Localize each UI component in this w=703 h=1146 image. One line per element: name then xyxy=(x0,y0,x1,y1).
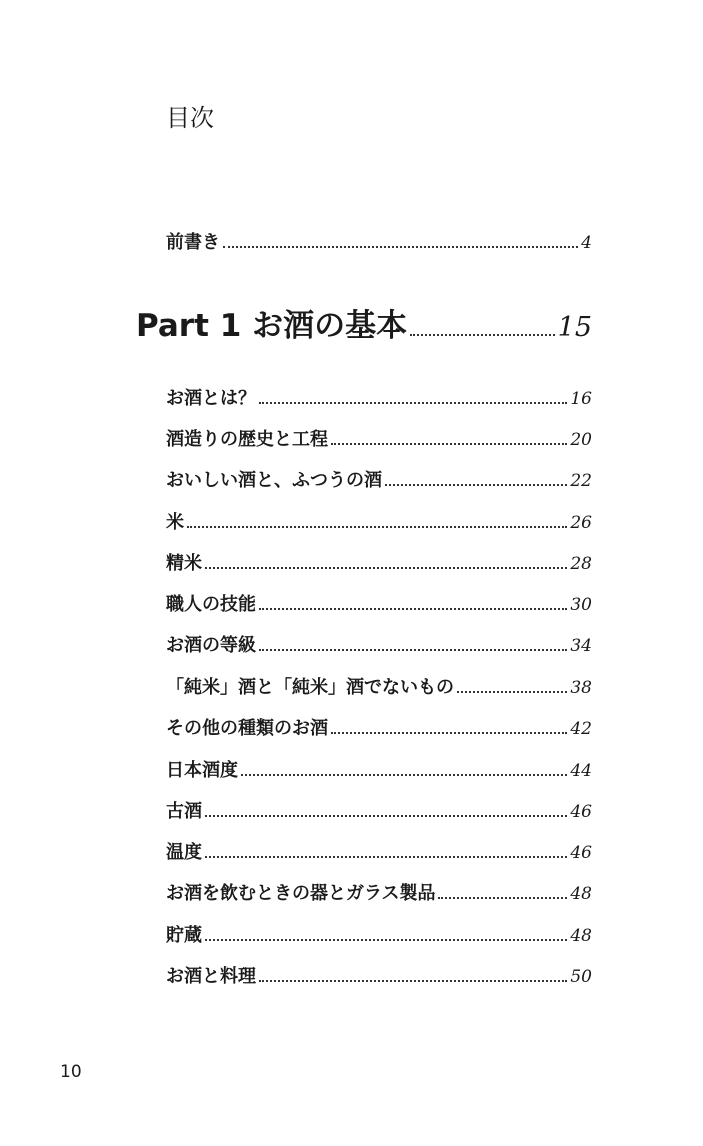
dot-leader xyxy=(331,443,567,445)
toc-entry-label: 精米 xyxy=(166,553,202,574)
dot-leader xyxy=(259,649,567,651)
toc-entry-label: 米 xyxy=(166,512,184,533)
dot-leader xyxy=(259,980,567,982)
dot-leader xyxy=(205,856,567,858)
dot-leader xyxy=(187,526,567,528)
toc-entry[interactable] xyxy=(166,962,592,992)
toc-entry-page: 30 xyxy=(570,595,592,615)
dot-leader xyxy=(205,939,567,941)
page-number: 10 xyxy=(60,1062,82,1082)
toc-entry-label: 酒造りの歴史と工程 xyxy=(166,429,328,450)
toc-entry-page: 42 xyxy=(570,719,592,739)
dot-leader xyxy=(457,691,567,693)
toc-entry[interactable] xyxy=(166,714,592,744)
toc-entry-page: 46 xyxy=(570,843,592,863)
toc-entry-label: その他の種類のお酒 xyxy=(166,718,328,739)
toc-entry[interactable] xyxy=(166,384,592,414)
toc-entry[interactable] xyxy=(166,921,592,951)
toc-entry-page: 4 xyxy=(581,233,592,253)
toc-entry[interactable] xyxy=(166,631,592,661)
toc-entry[interactable] xyxy=(166,797,592,827)
toc-heading: 目次 xyxy=(166,104,214,132)
dot-leader xyxy=(331,732,567,734)
toc-entry-page: 22 xyxy=(570,471,592,491)
toc-entry-page: 20 xyxy=(570,430,592,450)
toc-entry[interactable] xyxy=(166,879,592,909)
toc-entry-label: お酒とは？ xyxy=(166,388,256,409)
toc-part-heading[interactable] xyxy=(136,300,592,345)
toc-entry-page: 34 xyxy=(570,636,592,656)
toc-entry-label: お酒と料理 xyxy=(166,966,256,987)
toc-entry[interactable] xyxy=(166,466,592,496)
toc-entry-label: 古酒 xyxy=(166,801,202,822)
toc-entry[interactable] xyxy=(166,590,592,620)
dot-leader xyxy=(259,402,567,404)
toc-part-page: 15 xyxy=(557,312,592,343)
dot-leader xyxy=(438,897,567,899)
toc-entry-label: 温度 xyxy=(166,842,202,863)
toc-entry-label: お酒の等級 xyxy=(166,635,256,656)
toc-entry-label: 職人の技能 xyxy=(166,594,256,615)
toc-entry-page: 48 xyxy=(570,884,592,904)
toc-entry-label: 「純米」酒と「純米」酒でないもの xyxy=(166,677,454,698)
toc-entry-preface[interactable] xyxy=(166,228,592,254)
toc-entry-label: 前書き xyxy=(166,232,220,253)
toc-entry-page: 50 xyxy=(570,967,592,987)
toc-entry-label: お酒を飲むときの器とガラス製品 xyxy=(166,883,436,904)
toc-entry[interactable] xyxy=(166,756,592,786)
dot-leader xyxy=(259,608,567,610)
toc-entry[interactable] xyxy=(166,549,592,579)
toc-entry[interactable] xyxy=(166,508,592,538)
toc-entry[interactable] xyxy=(166,425,592,455)
toc-entry-label: 貯蔵 xyxy=(166,925,202,946)
toc-entry[interactable] xyxy=(166,673,592,703)
dot-leader xyxy=(205,815,567,817)
toc-entry-page: 38 xyxy=(570,678,592,698)
toc-entry-page: 16 xyxy=(570,389,592,409)
dot-leader xyxy=(205,567,567,569)
toc-entry-page: 28 xyxy=(570,554,592,574)
toc-entry-label: おいしい酒と、ふつうの酒 xyxy=(166,470,382,491)
toc-entry-page: 26 xyxy=(570,513,592,533)
dot-leader xyxy=(223,246,578,248)
dot-leader xyxy=(385,484,567,486)
toc-entry[interactable] xyxy=(166,838,592,868)
toc-entry-page: 48 xyxy=(570,926,592,946)
toc-entry-page: 46 xyxy=(570,802,592,822)
toc-part-label: Part 1 お酒の基本 xyxy=(136,308,408,344)
toc-entry-page: 44 xyxy=(570,761,592,781)
dot-leader xyxy=(410,334,555,336)
toc-entry-label: 日本酒度 xyxy=(166,760,238,781)
dot-leader xyxy=(241,774,567,776)
